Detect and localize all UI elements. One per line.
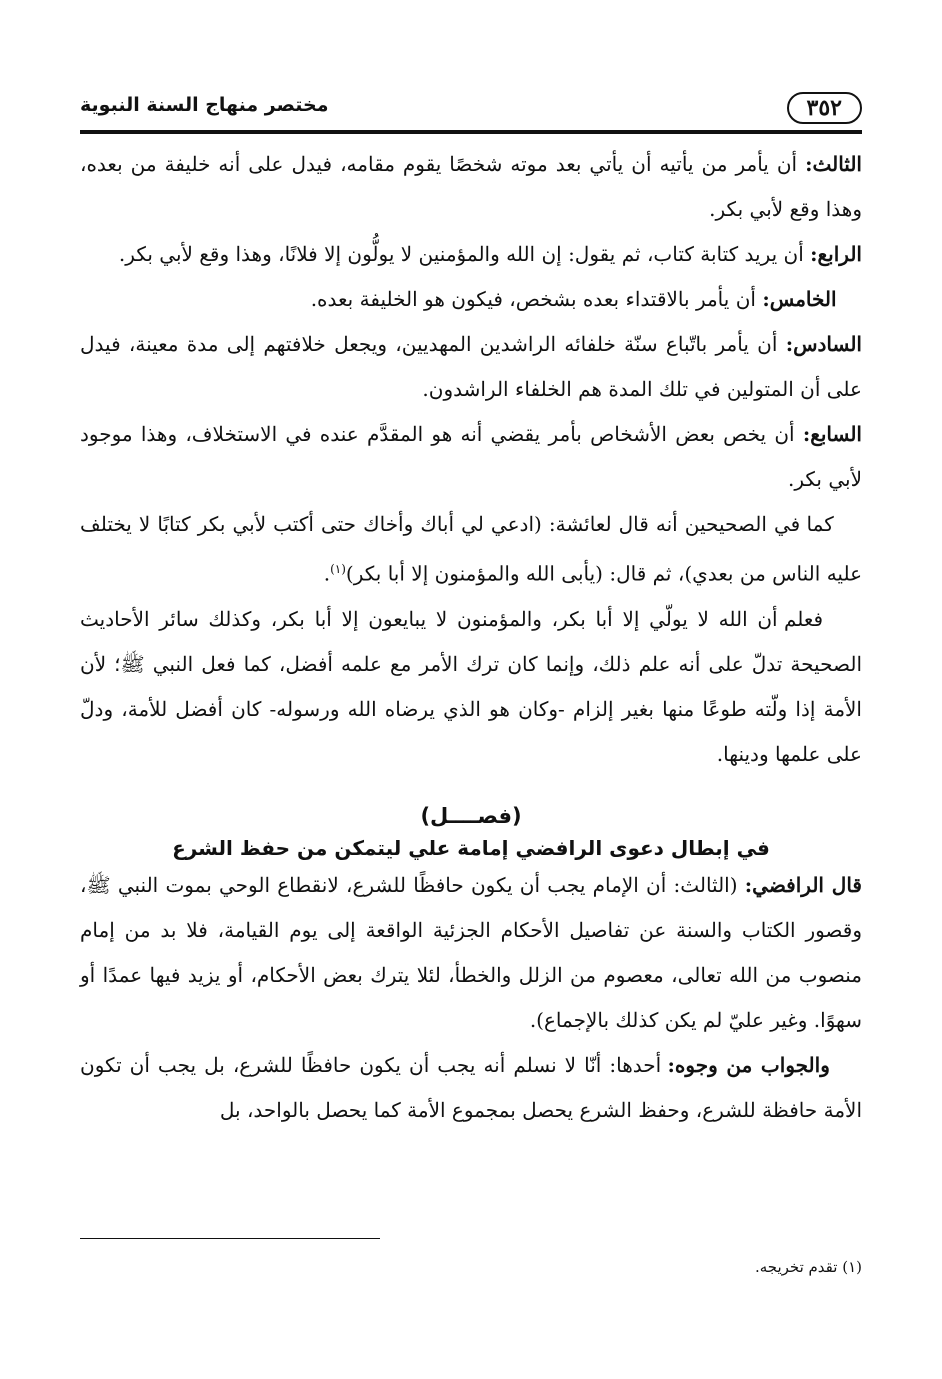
footnote-divider: [80, 1238, 380, 1239]
main-text: [80, 142, 862, 1133]
paragraph-text: أحدها: أنّا لا نسلم أنه يجب أن يكون حافظًا للشرع، بل يجب أن تكون الأمة حافظة للشرع، وحفظ الشرع يحصل بمجموع الأمة كما يحصل بالواحد، بل: [80, 1052, 862, 1122]
page-header: [80, 88, 862, 134]
paragraph-text: كما في الصحيحين أنه قال لعائشة: (ادعي لي أباك وأخاك حتى أكتب لأبي بكر كتابًا لا يختلف عليه الناس من بعدي)، ثم قال: (يأبى الله والمؤمنون إلا أبا بكر): [80, 512, 862, 586]
paragraph-text: (الثالث: أن الإمام يجب أن يكون حافظًا للشرع، لانقطاع الوحي بموت النبي ﷺ، وقصور الكتاب والسنة عن تفاصيل الأحكام الجزئية الواقعة إلى يوم القيامة، فلا بد من إمام منصوب من الله تعالى، معصوم من الزلل والخطأ، لئلا يترك بعض الأحكام، أو يزيد فيها عمدًا أو سهوًا. وغير عليّ لم يكن كذلك بالإجماع).: [80, 872, 862, 1032]
paragraph-text: أن يأمر باتّباع سنّة خلفائه الراشدين المهديين، ويجعل خلافتهم إلى مدة معينة، فيدل على أن المتولين في تلك المدة هم الخلفاء الراشدون.: [80, 332, 862, 401]
paragraph: [80, 232, 862, 277]
paragraph-lead: السابع:: [802, 422, 862, 446]
paragraph-text: أن يريد كتابة كتاب، ثم يقول: إن الله والمؤمنين لا يولُّون إلا فلانًا، وهذا وقع لأبي بكر.: [118, 242, 811, 266]
footnote-reference[interactable]: (١): [330, 562, 346, 576]
paragraph: [80, 597, 862, 777]
paragraph: [80, 322, 862, 412]
paragraph-text: أن يأمر بالاقتداء بعده بشخص، فيكون هو الخليفة بعده.: [310, 287, 763, 311]
paragraph-lead: قال الرافضي:: [744, 872, 862, 897]
paragraph-text: أن يأمر من يأتيه أن يأتي بعد موته شخصًا يقوم مقامه، فيدل على أنه خليفة من بعده، وهذا وقع لأبي بكر.: [80, 152, 862, 221]
footnote: (١) تقدم تخريجه.: [754, 1258, 862, 1276]
paragraph-lead: الرابع:: [810, 242, 862, 266]
paragraph-text: فعلم أن الله لا يولّي إلا أبا بكر، والمؤمنون لا يبايعون إلا أبا بكر، وكذلك سائر الأحاديث الصحيحة تدلّ على أنه علم ذلك، وإنما كان ترك الأمر مع علمه أفضل، كما فعل النبي ﷺ؛ لأن الأمة إذا ولّته طوعًا منها بغير إلزام -وكان هو الذي يرضاه الله ورسوله- كان أفضل للأمة، ودلّ على علمها ودينها.: [80, 606, 862, 766]
paragraph-lead: الخامس:: [762, 287, 837, 311]
paragraph-lead: الثالث:: [805, 152, 862, 176]
running-title: مختصر منهاج السنة النبوية: [80, 94, 329, 116]
paragraph: [80, 412, 862, 502]
section-title: (فصــــل): [420, 803, 522, 828]
page-number: ٣٥٢: [787, 92, 862, 124]
paragraph-lead: والجواب من وجوه:: [667, 1052, 830, 1077]
paragraph: [80, 1043, 862, 1133]
section-subtitle: في إبطال دعوى الرافضي إمامة علي ليتمكن من حفظ الشرع: [172, 835, 770, 860]
paragraph-text-end: .: [323, 561, 331, 586]
document-page: [80, 88, 862, 1276]
paragraph: [80, 277, 862, 322]
paragraph: [80, 502, 862, 597]
paragraph-lead: السادس:: [785, 332, 862, 356]
paragraph: [80, 142, 862, 232]
paragraph-text: أن يخص بعض الأشخاص بأمر يقضي أنه هو المقدَّم عنده في الاستخلاف، وهذا موجود لأبي بكر.: [80, 422, 862, 491]
paragraph: [80, 863, 862, 1043]
